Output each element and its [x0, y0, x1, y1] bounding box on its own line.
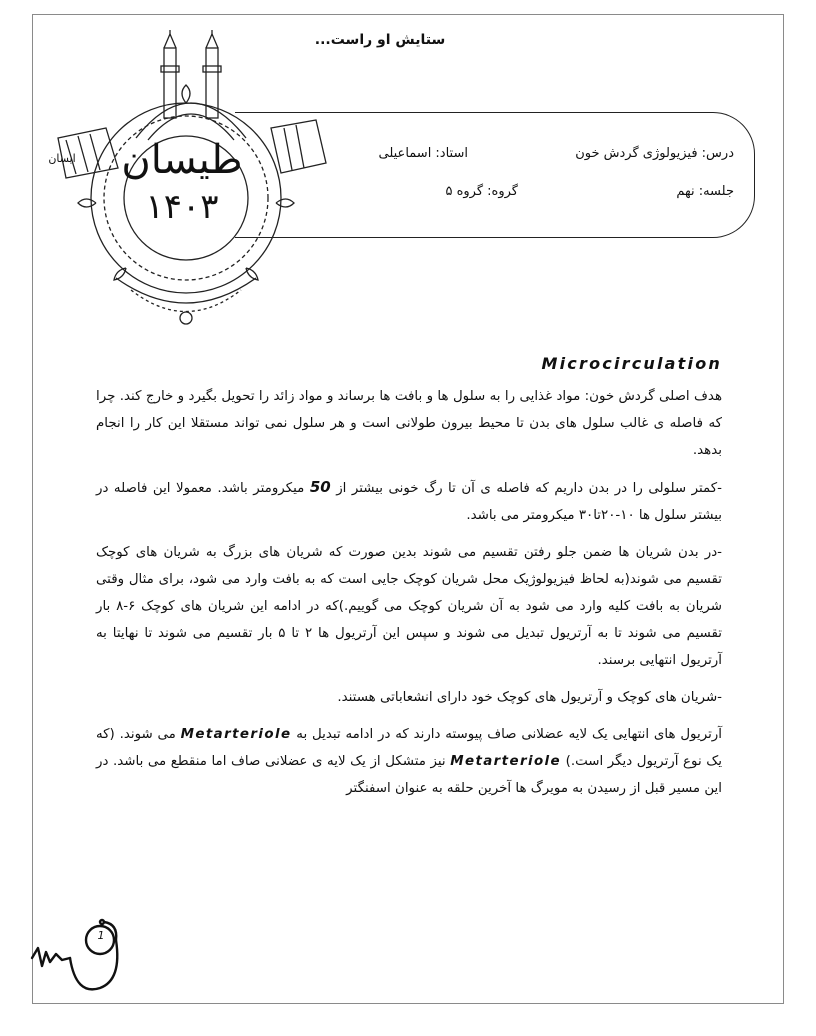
- distance-value: 50: [309, 478, 331, 496]
- logo-year: ۱۴۰۳: [145, 187, 219, 227]
- logo-side-text: ایسان: [48, 152, 76, 165]
- term-metarteriole-2: Metarteriole: [450, 754, 562, 769]
- paragraph-arteries: -در بدن شریان ها ضمن جلو رفتن تقسیم می شوند بدین صورت که شریان های بزرگ به شریان های کوچک تقسیم می شوند(به لحاظ فیزیولوژیک محل شریان کوچک جایی است که به بافت وارد می شود، برای مثال وقتی شریان به بافت کلیه وارد می شود به آن شریان کوچک می گوییم.)که در ادامه این شریان های کوچک ۶-۸ بار تقسیم می شوند تا به آرتریول تبدیل می شوند و سپس این آرتریول ها ۲ تا ۵ بار تقسیم می شوند تا نهایتا به آرتریول انتهایی برسند.: [96, 545, 722, 668]
- section-heading: Microcirculation: [541, 354, 722, 373]
- term-metarteriole-1: Metarteriole: [180, 727, 292, 742]
- paragraph-meta-part1: آرتریول های انتهایی یک لایه عضلانی صاف پیوسته دارند که در ادامه تبدیل به: [296, 727, 722, 742]
- paragraph-meta-part2: می شوند. (که یک نوع آرتریول دیگر است.): [96, 727, 722, 769]
- course-info-box: [235, 112, 755, 238]
- teacher-name: استاد: اسماعیلی: [378, 146, 468, 161]
- logo-title: طیسان: [121, 137, 243, 183]
- course-title: درس: فیزیولوژی گردش خون: [575, 146, 734, 161]
- paragraph-branches: -شریان های کوچک و آرتریول های کوچک خود دارای انشعاباتی هستند.: [337, 690, 722, 705]
- paragraph-distance: [96, 474, 722, 529]
- paragraph-goal: هدف اصلی گردش خون: مواد غذایی را به سلول ها و بافت ها برساند و مواد زائد را تحویل بگیرد و خارج کند. چرا که فاصله ی غالب سلول های بدن تا محیط بیرون طولانی است و هر سلول نمی تواند مستقلا این کار را انجام بدهد.: [96, 389, 722, 458]
- paragraph-metarteriole: [96, 721, 722, 802]
- paragraph-distance-part1: -کمتر سلولی را در بدن داریم که فاصله ی آن تا رگ خونی بیشتر از: [336, 481, 722, 496]
- main-content: [96, 350, 722, 812]
- page-number: 1: [97, 929, 105, 942]
- stethoscope-icon: [30, 918, 140, 998]
- paragraph-distance-part2: میکرومتر باشد. معمولا این فاصله در بیشتر سلول ها ۱۰-۲۰تا۳۰ میکرومتر می باشد.: [96, 481, 722, 523]
- session-number: جلسه: نهم: [676, 184, 734, 199]
- paragraph-meta-part3: نیز متشکل از یک لایه ی عضلانی صاف اما منقطع می باشد. در این مسیر قبل از رسیدن به مویرگ ها آخرین حلقه به عنوان اسفنگتر: [96, 754, 722, 796]
- group-number: گروه: گروه ۵: [445, 184, 518, 199]
- page-praise: ستایش او راست...: [314, 32, 446, 48]
